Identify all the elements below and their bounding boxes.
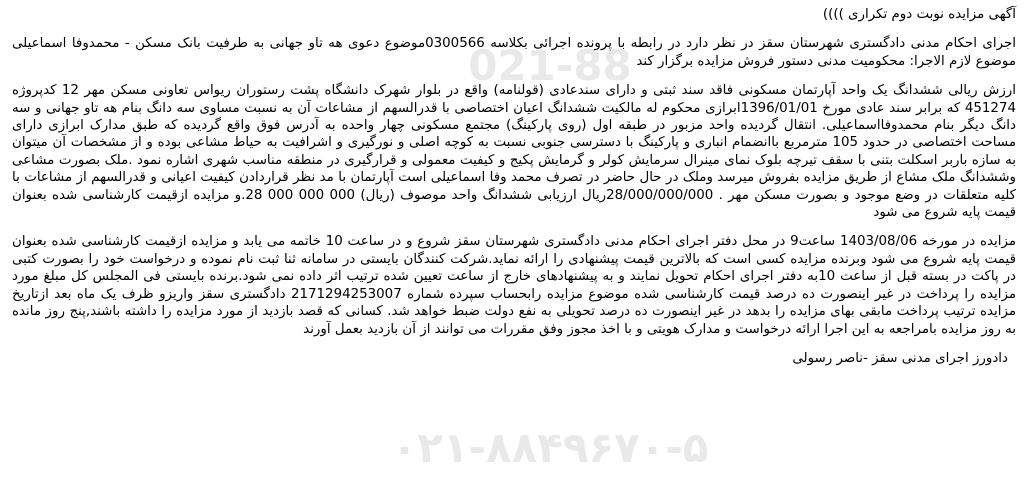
watermark-top: 021-88 <box>468 41 632 90</box>
signature-line: دادورز اجرای مدنی سقز -ناصر رسولی <box>792 350 1008 366</box>
watermark-bottom: ۰۲۱-۸۸۴۹۶۷۰-۵ <box>391 423 709 472</box>
notice-title: آگهی مزایده نوبت دوم تکراری )))) <box>822 7 1016 22</box>
property-description: ارزش ریالی ششدانگ یک واحد آپارتمان مسکونی فاقد سند ثبتی و دارای سندعادی (قولنامه) واقع در بلوار شهرک دانشگاه پشت رستوران ریواس تعاونی مسکن مهر 12 کدپروژه 451274 که برابر سند عادی مورخ 1396/01/01ابرازی محکوم له مالکیت ششدانگ اعیان اختصاصی با قدرالسهم از مشاعات آن به نسبت مساوی سه دانگ بنام هه تاو جهانی و سه دانگ دیگر بنام محمدوفااسماعیلی. انتقال گردیده واحد مزبور در طبقه اول (روی پارکینگ) مجتمع مسکونی چهار واحده به آدرس فوق واقع گردیده که طبق مدارک ابرازی دارای مساحت اختصاصی در حدود 105 مترمربع باانضمام انباری و پارکینگ با دسترسی جنوبی نسبت به کوچه اصلی و نورگیری و اشرافیت به حیاط مشاعی بوده و از مشخصات آن میتوان به سازه باربر اسکلت بتنی با سقف تیرچه بلوک نمای مینرال سرمایش کولر و گرمایش پکیج و کیفیت معمولی و قرارگیری در منطقه مناسب شهری اشاره نمود .ملک بصورت مشاعی وششدانگ ملک مشاع از طریق مزایده بفروش میرسد وملک در حال حاضر در تصرف محمد وفا اسماعیلی است آپارتمان با مد نظر قراردادن کیفیت اعیانی و قدرالسهم از مشاعات با کلیه متعلقات در وضع موجود و بصورت مسکن مهر . 28/000/000/000ریال ارزیابی ششدانگ واحد موصوف (ریال) 000 000 000 28.و مزایده ازقیمت کارشناسی شده بعنوان قیمت پایه شروع می شود <box>12 83 1017 221</box>
notice-intro: اجرای احکام مدنی دادگستری شهرستان سقز در نظر دارد در رابطه با پرونده اجرائی بکلاسه 0300566موضوع دعوی هه تاو جهانی به طرفیت بانک مسکن - محمدوفا اسماعیلی موضوع لازم الاجرا: محکومیت مدنی دستور فروش مزایده برگزار کند <box>12 36 1016 69</box>
auction-terms: مزایده در مورخه 1403/08/06 ساعت9 در محل دفتر اجرای احکام مدنی دادگستری شهرستان سقز شروع و در ساعت 10 خاتمه می یابد و مزایده ازقیمت کارشناسی شده بعنوان قیمت پایه شروع می شود وبرنده مزایده کسی است که بالاترین قیمت پیشنهادی را ارائه نماید.شرکت کنندگان بایستی در سامانه ثنا ثبت نام نموده و درخواست خود را بصورت کتبی در پاکت در بسته قبل از ساعت 10به دفتر اجرای احکام تحویل نمایند و به پیشنهادهای خارج از ساعت تعیین شده ترتیب اثر داده نمی شود.برنده بایستی فی المجلس کل مبلغ مورد مزایده را پرداخت در غیر اینصورت ده درصد قیمت کارشناسی شده موضوع مزایده رابحساب سپرده شماره 2171294253007 دادگستری سقز واریزو ظرف یک ماه بعد ازتاریخ مزایده ترتیب پرداخت مابقی بهای مزایده را بدهد در غیر اینصورت ده درصد تحویلی به نفع دولت ضبط خواهد شد. کسانی که قصد بازدید از مورد مزایده را داشته باشند,پنج روز مانده به روز مزایده بامراجعه به این اجرا ارائه درخواست و مدارک هویتی و با اخذ مجوز وفق مقررات می توانند از آن بازدید بعمل آورند <box>12 234 1017 337</box>
